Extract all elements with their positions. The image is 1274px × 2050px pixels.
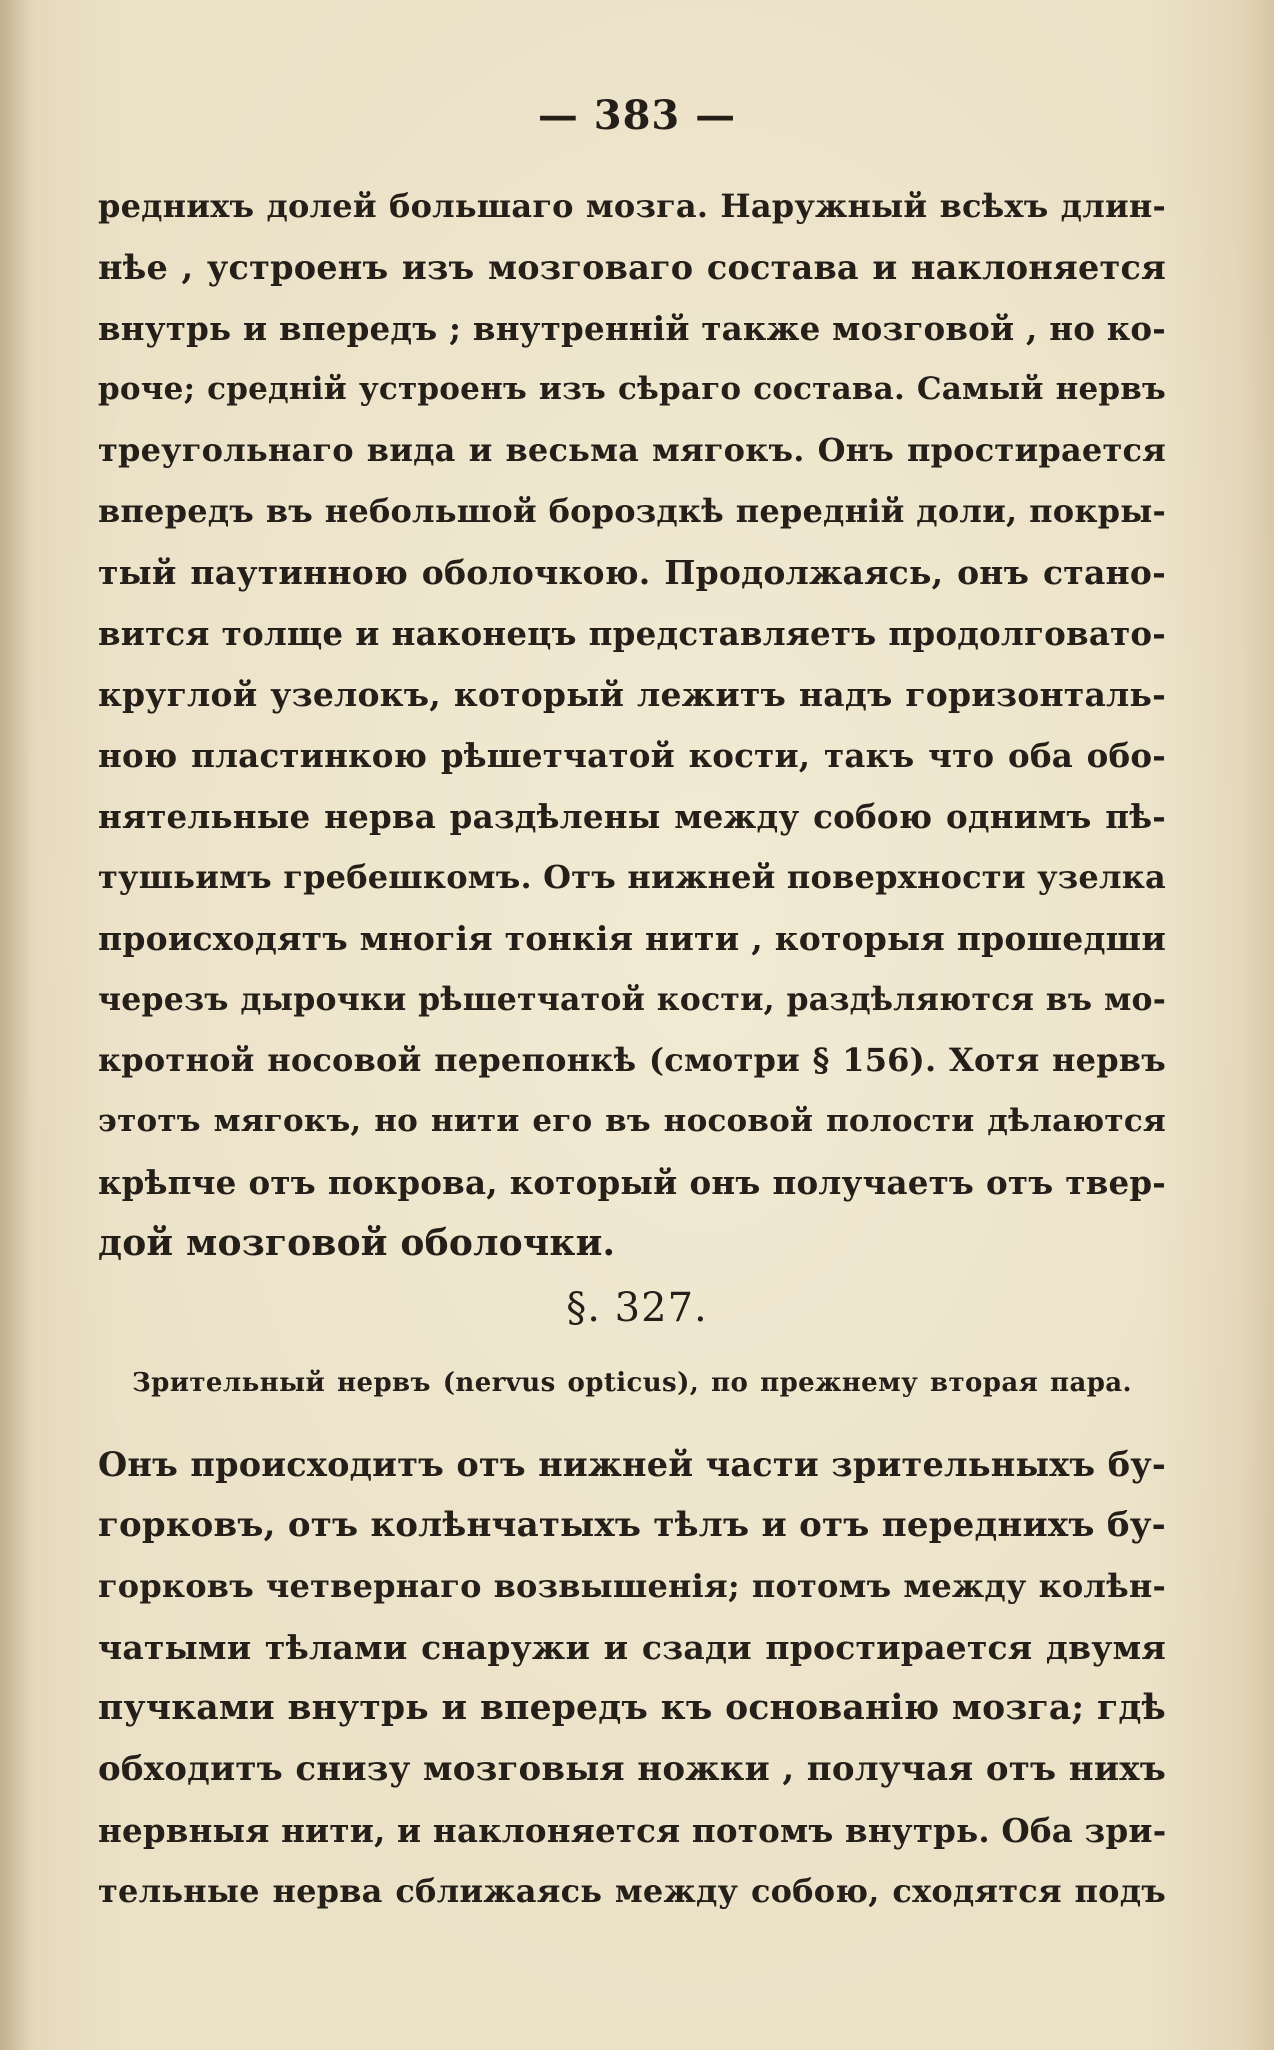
text-line: кротной носовой перепонкѣ (смотри § 156). Хотя нервъ <box>98 1041 1166 1079</box>
text-line: вится толще и наконецъ представляетъ продолговато- <box>98 614 1166 653</box>
text-line: внутрь и впередъ ; внутренній также мозговой , но ко- <box>98 309 1166 348</box>
page-edge-shadow <box>0 0 30 2050</box>
text-line: тушьимъ гребешкомъ. Отъ нижней поверхности узелка <box>98 858 1166 896</box>
text-line: реднихъ долей большаго мозга. Наружный всѣхъ длин- <box>98 187 1166 225</box>
text-line: круглой узелокъ, который лежитъ надъ горизонталь- <box>98 675 1166 714</box>
section-title: Зрительный нервъ (nervus opticus), по прежнему вторая пара. <box>132 1368 1132 1398</box>
text-line: дой мозговой оболочки. <box>98 1222 616 1264</box>
text-line: тый паутинною оболочкою. Продолжаясь, онъ стано- <box>98 553 1166 592</box>
text-line: крѣпче отъ покрова, который онъ получаетъ отъ твер- <box>98 1163 1166 1202</box>
text-line: роче; средній устроенъ изъ сѣраго состава. Самый нервъ <box>98 371 1166 407</box>
text-line: впередъ въ небольшой бороздкѣ передній доли, покры- <box>98 492 1166 530</box>
text-line: нервныя нити, и наклоняется потомъ внутрь. Оба зри- <box>98 1811 1167 1850</box>
text-line: нятельные нерва раздѣлены между собою однимъ пѣ- <box>98 797 1166 836</box>
text-line: нѣе , устроенъ изъ мозговаго состава и наклоняется <box>98 248 1166 287</box>
text-line: чатыми тѣлами снаружи и сзади простирается двумя <box>98 1628 1166 1667</box>
paragraph-block-2 <box>98 1434 1166 1922</box>
text-line: тельные нерва сближаясь между собою, сходятся подъ <box>98 1872 1166 1910</box>
text-line: треугольнаго вида и весьма мягокъ. Онъ простирается <box>98 431 1166 469</box>
text-line: черезъ дырочки рѣшетчатой кости, раздѣляются въ мо- <box>98 981 1166 1018</box>
text-line: обходитъ снизу мозговыя ножки , получая отъ нихъ <box>98 1749 1166 1789</box>
text-line: происходятъ многія тонкія нити , которыя прошедши <box>98 919 1166 958</box>
section-number: §. 327. <box>566 1285 708 1331</box>
text-line: пучками внутрь и впередъ къ основанію мозга; гдѣ <box>98 1688 1166 1728</box>
text-line: этотъ мягокъ, но нити его въ носовой полости дѣлаются <box>98 1103 1166 1139</box>
text-line: горковъ, отъ колѣнчатыхъ тѣлъ и отъ переднихъ бу- <box>98 1505 1166 1545</box>
text-line: Онъ происходитъ отъ нижней части зрительныхъ бу- <box>98 1445 1166 1484</box>
paragraph-block-1 <box>98 176 1166 1274</box>
text-line: ною пластинкою рѣшетчатой кости, такъ что оба обо- <box>98 736 1166 775</box>
page-number-header: — 383 — <box>537 92 737 139</box>
text-line: горковъ четвернаго возвышенія; потомъ между колѣн- <box>98 1567 1166 1605</box>
